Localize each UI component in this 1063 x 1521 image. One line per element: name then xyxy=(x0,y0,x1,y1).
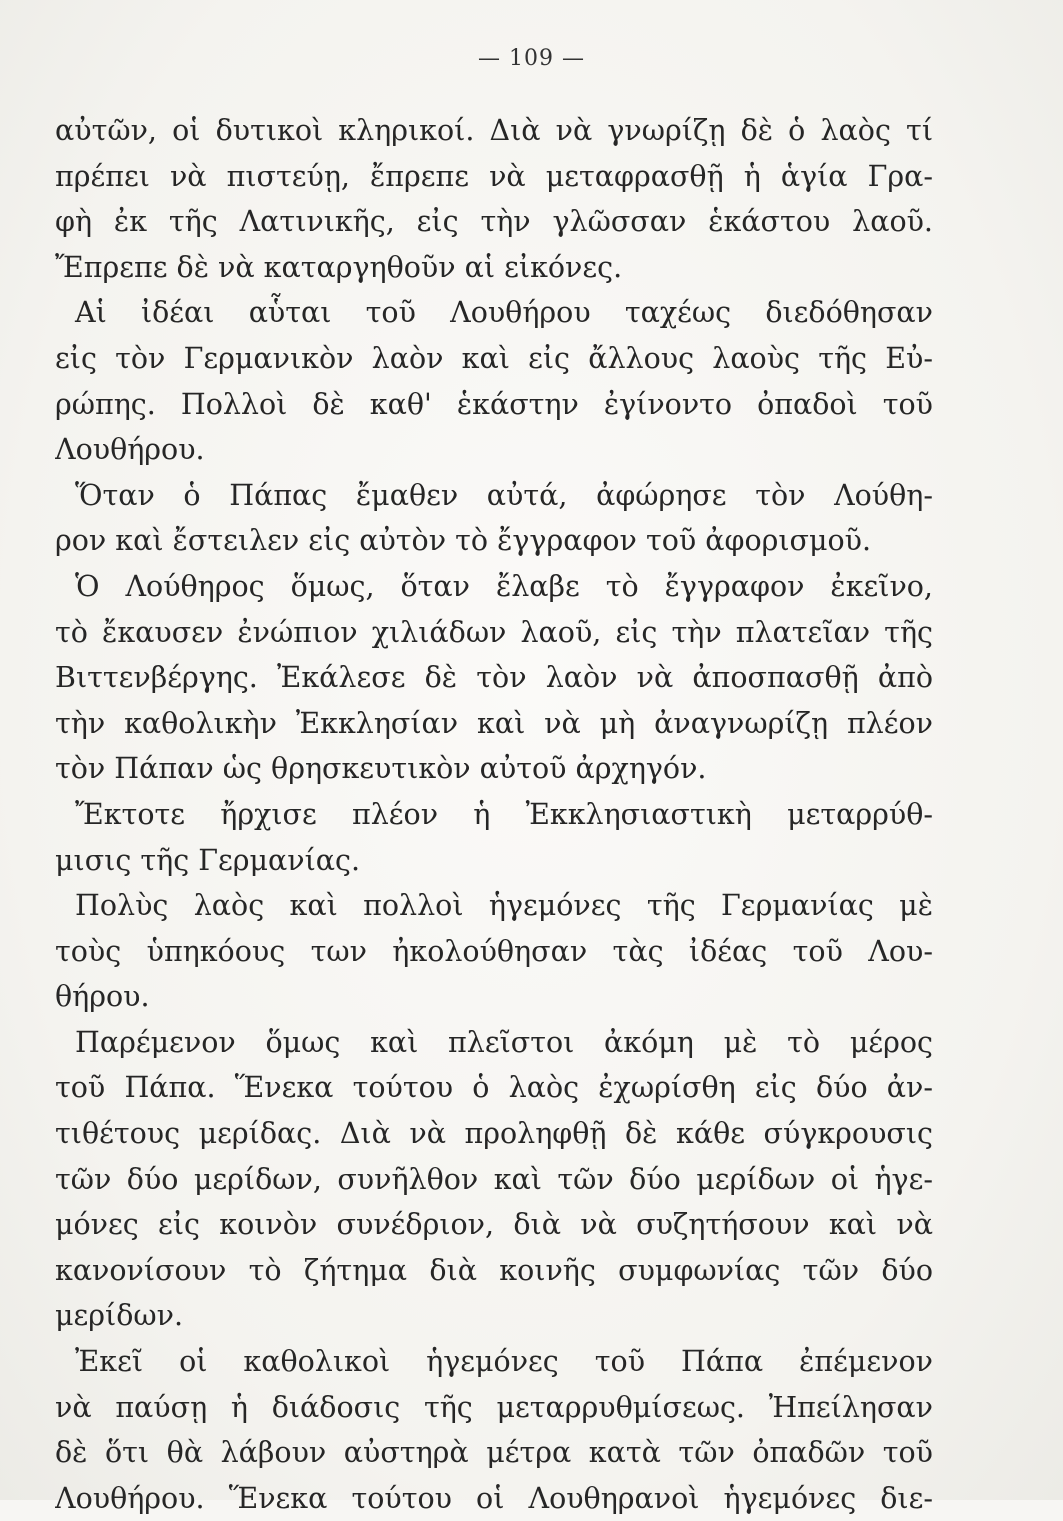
text-line: Ἔκτοτε ἤρχισε πλέον ἡ Ἐκκλησιαστικὴ μεταρρύθ- xyxy=(75,797,933,831)
text-line: τὸν Πάπαν ὡς θρησκευτικὸν αὐτοῦ ἀρχηγόν. xyxy=(55,752,707,786)
text-line: Ἐκεῖ οἱ καθολικοὶ ἡγεμόνες τοῦ Πάπα ἐπέμενον xyxy=(75,1345,933,1379)
text-line: Πολὺς λαὸς καὶ πολλοὶ ἡγεμόνες τῆς Γερμανίας μὲ xyxy=(75,889,933,923)
text-line: Παρέμενον ὅμως καὶ πλεῖστοι ἀκόμη μὲ τὸ μέρος xyxy=(75,1025,933,1059)
text-line: αὐτῶν, οἱ δυτικοὶ κληρικοί. Διὰ νὰ γνωρίζῃ δὲ ὁ λαὸς τί xyxy=(55,114,933,147)
body-text xyxy=(55,108,933,1521)
text-line: δὲ ὅτι θὰ λάβουν αὐστηρὰ μέτρα κατὰ τῶν ὀπαδῶν τοῦ xyxy=(55,1436,933,1470)
text-line: φὴ ἐκ τῆς Λατινικῆς, εἰς τὴν γλῶσσαν ἑκάστου λαοῦ. xyxy=(55,205,933,239)
text-line: εἰς τὸν Γερμανικὸν λαὸν καὶ εἰς ἄλλους λαοὺς τῆς Εὐ- xyxy=(55,341,933,375)
text-line: Λουθήρου. Ἕνεκα τούτου οἱ Λουθηρανοὶ ἡγεμόνες διε- xyxy=(55,1481,933,1515)
text-line: Αἱ ἰδέαι αὗται τοῦ Λουθήρου ταχέως διεδόθησαν xyxy=(75,296,933,330)
text-line: θήρου. xyxy=(55,980,150,1014)
text-line: νὰ παύσῃ ἡ διάδοσις τῆς μεταρρυθμίσεως. Ἠπείλησαν xyxy=(55,1390,933,1424)
text-line: τοὺς ὑπηκόους των ἠκολούθησαν τὰς ἰδέας τοῦ Λου- xyxy=(55,934,933,968)
text-line: Ἔπρεπε δὲ νὰ καταργηθοῦν αἱ εἰκόνες. xyxy=(55,250,623,284)
text-line: τιθέτους μερίδας. Διὰ νὰ προληφθῇ δὲ κάθε σύγκρουσις xyxy=(55,1117,933,1151)
text-line: μισις τῆς Γερμανίας. xyxy=(55,843,361,877)
text-line: μερίδων. xyxy=(55,1299,183,1333)
text-line: Ὅταν ὁ Πάπας ἔμαθεν αὐτά, ἀφώρησε τὸν Λούθη- xyxy=(75,478,933,512)
text-line: Ὁ Λούθηρος ὅμως, ὅταν ἔλαβε τὸ ἔγγραφον ἐκεῖνο, xyxy=(75,569,933,603)
text-line: τὴν καθολικὴν Ἐκκλησίαν καὶ νὰ μὴ ἀναγνωρίζῃ πλέον xyxy=(55,706,933,740)
text-line: Λουθήρου. xyxy=(55,433,205,467)
text-line: κανονίσουν τὸ ζήτημα διὰ κοινῆς συμφωνίας τῶν δύο xyxy=(55,1253,933,1287)
text-line: Βιττενβέργης. Ἐκάλεσε δὲ τὸν λαὸν νὰ ἀποσπασθῇ ἀπὸ xyxy=(55,661,933,695)
text-line: τῶν δύο μερίδων, συνῆλθον καὶ τῶν δύο μερίδων οἱ ἡγε- xyxy=(55,1162,933,1196)
text-line: τοῦ Πάπα. Ἕνεκα τούτου ὁ λαὸς ἐχωρίσθη εἰς δύο ἀν- xyxy=(55,1071,933,1105)
text-line: τὸ ἔκαυσεν ἐνώπιον χιλιάδων λαοῦ, εἰς τὴν πλατεῖαν τῆς xyxy=(55,615,933,649)
text-line: ρον καὶ ἔστειλεν εἰς αὐτὸν τὸ ἔγγραφον τοῦ ἀφορισμοῦ. xyxy=(55,524,872,558)
text-line: ρώπης. Πολλοὶ δὲ καθ' ἑκάστην ἐγίνοντο ὀπαδοὶ τοῦ xyxy=(55,387,933,421)
text-line: μόνες εἰς κοινὸν συνέδριον, διὰ νὰ συζητήσουν καὶ νὰ xyxy=(55,1208,933,1242)
page-number: — 109 — xyxy=(478,46,585,71)
text-line: πρέπει νὰ πιστεύῃ, ἔπρεπε νὰ μεταφρασθῇ ἡ ἁγία Γρα- xyxy=(55,159,933,193)
